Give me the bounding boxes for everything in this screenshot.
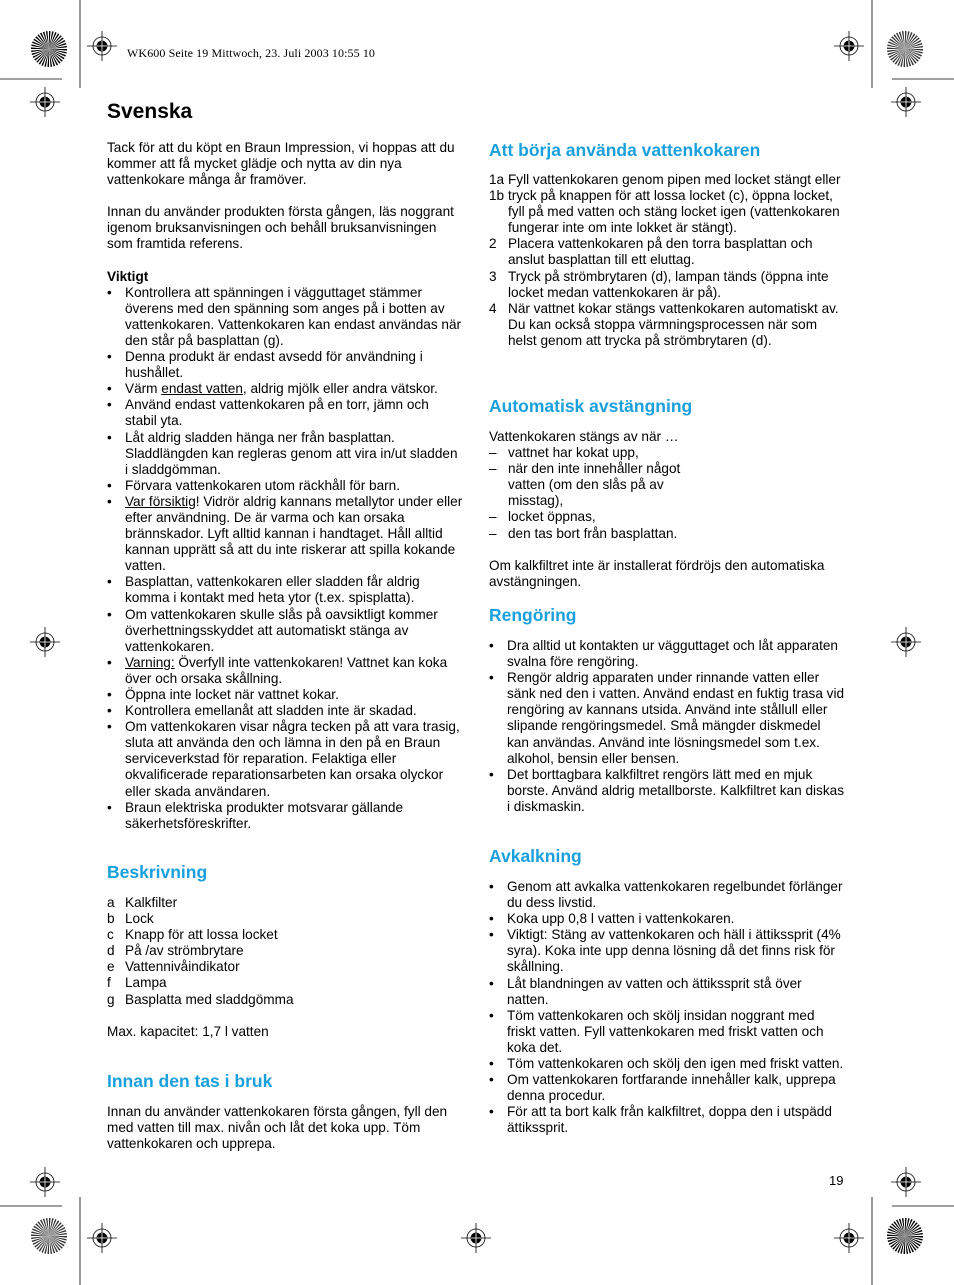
- list-item: [107, 911, 463, 927]
- list-item: • För att ta bort kalk från kalkfiltret, doppa den i utspädd ättikssprit.: [489, 1104, 845, 1136]
- list-item: [107, 895, 463, 911]
- list-item: [107, 992, 463, 1008]
- item-letter: g: [107, 991, 115, 1007]
- step-text: tryck på knappen för att lossa locket (c), öppna locket, fyll på med vatten och stäng locket igen (vattenkokaren fungerar inte om inte lokket är stängt).: [508, 188, 840, 236]
- section-heading-descaling: Avkalkning: [489, 846, 582, 866]
- item-text: Lampa: [125, 975, 167, 991]
- registration-crosshair-icon: [891, 627, 921, 657]
- auto-off-lead: Vattenkokaren stängs av när …: [489, 429, 679, 444]
- registration-crosshair-icon: [30, 87, 60, 117]
- list-item: • Kontrollera emellanåt att sladden inte är skadad.: [107, 703, 463, 719]
- auto-off-section: [489, 429, 845, 590]
- starburst-mark-icon: [31, 31, 67, 67]
- list-item: • Basplattan, vattenkokaren eller sladden får aldrig komma i kontakt med heta ytor (t.ex. spisplatta).: [107, 574, 463, 606]
- item-text: Kalkfilter: [125, 895, 178, 910]
- list-item: [107, 381, 463, 397]
- section-heading-auto-off: Automatisk avstängning: [489, 396, 693, 416]
- list-item: • Det borttagbara kalkfiltret rengörs lätt med en mjuk borste. Använd aldrig metallborste. Kalkfiltret kan diskas i diskmaskin.: [489, 767, 845, 815]
- intro-paragraph: Tack för att du köpt en Braun Impression, vi hoppas att du kommer att få mycket glädje och nytta av din nya vattenkokare många år framöver.: [107, 140, 455, 188]
- cleaning-list: [489, 638, 845, 815]
- list-item: • Låt aldrig sladden hänga ner från basplattan. Sladdlängden kan regleras genom att vira in/ut sladden i sladdgömman.: [107, 430, 463, 478]
- section-heading-start-using: Att börja använda vattenkokaren: [489, 140, 761, 160]
- list-item: [489, 236, 845, 268]
- list-item: – locket öppnas,: [489, 509, 845, 525]
- step-number: 2: [489, 236, 497, 252]
- page-number: 19: [829, 1173, 844, 1188]
- list-item: [107, 975, 463, 991]
- list-item: • Koka upp 0,8 l vatten i vattenkokaren.: [489, 911, 845, 927]
- registration-crosshair-icon: [30, 1167, 60, 1197]
- registration-crosshair-icon: [30, 627, 60, 657]
- item-letter: e: [107, 959, 115, 975]
- item-letter: b: [107, 911, 115, 927]
- list-item: • Var försiktig! Vidrör aldrig kannans metallytor under eller efter användning. De är varma och kan orsaka brännskador. Lyft alltid kannan i handtaget. Håll alltid kannan upprätt så att du inte riskerar att spilla kokande vatten.: [107, 494, 463, 574]
- item-letter: f: [107, 975, 111, 991]
- registration-crosshair-icon: [461, 1223, 491, 1253]
- registration-crosshair-icon: [834, 31, 864, 61]
- underlined-text: Var försiktig: [125, 493, 196, 509]
- list-item: • Genom att avkalka vattenkokaren regelbundet förlänger du dess livstid.: [489, 879, 845, 911]
- step-text: Tryck på strömbrytaren (d), lampan tänds (öppna inte locket medan vattenkokaren är på).: [508, 268, 829, 300]
- page-title: Svenska: [107, 100, 193, 123]
- item-letter: d: [107, 943, 115, 959]
- item-letter: c: [107, 927, 114, 943]
- list-item: • Töm vattenkokaren och skölj den igen med friskt vatten.: [489, 1056, 845, 1072]
- list-item: • Förvara vattenkokaren utom räckhåll för barn.: [107, 478, 463, 494]
- step-number: 1b: [489, 188, 505, 204]
- section-heading-cleaning: Rengöring: [489, 605, 577, 625]
- registration-crosshair-icon: [87, 31, 117, 61]
- list-item: • Töm vattenkokaren och skölj insidan noggrant med friskt vatten. Fyll vattenkokaren med friskt vatten och koka det.: [489, 1008, 845, 1056]
- list-item: – vattnet har kokat upp,: [489, 445, 845, 461]
- list-item: – när den inte innehåller något vatten (om den slås på av misstag),: [489, 461, 708, 509]
- list-item: • Braun elektriska produkter motsvarar gällande säkerhetsföreskrifter.: [107, 800, 463, 832]
- list-item: • Om vattenkokaren skulle slås på oavsiktligt kommer överhettningsskyddet att automatiskt stänga av vattenkokaren.: [107, 607, 463, 655]
- registration-crosshair-icon: [891, 87, 921, 117]
- registration-crosshair-icon: [891, 1167, 921, 1197]
- starburst-mark-icon: [887, 31, 923, 67]
- list-item: [489, 172, 845, 188]
- item-text: Knapp för att lossa locket: [125, 927, 278, 943]
- list-item: • Om vattenkokaren fortfarande innehåller kalk, upprepa denna procedur.: [489, 1072, 845, 1104]
- step-number: 4: [489, 300, 497, 316]
- step-number: 3: [489, 268, 497, 284]
- list-item: • Öppna inte locket när vattnet kokar.: [107, 687, 463, 703]
- list-item: • Använd endast vattenkokaren på en torr, jämn och stabil yta.: [107, 397, 463, 429]
- intro-paragraph: Innan du använder produkten första gången, läs noggrant igenom bruksanvisningen och behåll bruksanvisningen som framtida referens.: [107, 204, 454, 252]
- item-text: Lock: [125, 911, 154, 927]
- before-use-text: Innan du använder vattenkokaren första gången, fyll den med vatten till max. nivån och låt det koka upp. Töm vattenkokaren och upprepa.: [107, 1104, 448, 1152]
- description-list: [107, 895, 463, 1040]
- start-using-steps: [489, 172, 845, 349]
- list-item: [489, 301, 845, 349]
- descaling-list: [489, 879, 845, 1137]
- section-heading-description: Beskrivning: [107, 862, 208, 882]
- important-heading: Viktigt: [107, 268, 149, 284]
- starburst-mark-icon: [31, 1218, 67, 1254]
- auto-off-note: Om kalkfiltret inte är installerat fördröjs den automatiska avstängningen.: [489, 557, 825, 589]
- step-text: När vattnet kokar stängs vattenkokaren automatiskt av. Du kan också stoppa värmningsprocessen när som helst genom att trycka på strömbrytaren (d).: [508, 300, 839, 348]
- list-item: • Rengör aldrig apparaten under rinnande vatten eller sänk ned den i vatten. Använd endast en fuktig trasa vid rengöring av kannans utsida. Använd inte stållull eller slipande rengöringsmedel. Små mängder diskmedel kan användas. Använd inte lösningsmedel som t.ex. alkohol, bensin eller bensen.: [489, 670, 845, 767]
- step-text: Fyll vattenkokaren genom pipen med locket stängt eller: [508, 172, 841, 187]
- underlined-text: endast vatten: [161, 381, 243, 397]
- underlined-text: Varning:: [125, 654, 175, 670]
- list-item: [489, 269, 845, 301]
- list-item: • Dra alltid ut kontakten ur vägguttaget och låt apparaten svalna före rengöring.: [489, 638, 845, 670]
- list-item: – den tas bort från basplattan.: [489, 526, 845, 542]
- capacity-text: Max. kapacitet: 1,7 l vatten: [107, 1023, 269, 1039]
- section-heading-before-use: Innan den tas i bruk: [107, 1071, 273, 1091]
- print-header-note: WK600 Seite 19 Mittwoch, 23. Juli 2003 10:55 10: [127, 46, 376, 60]
- item-text: Basplatta med sladdgömma: [125, 991, 294, 1007]
- list-item: [107, 943, 463, 959]
- list-item-text: Värm endast vatten, aldrig mjölk eller andra vätskor.: [125, 381, 438, 397]
- list-item: [107, 959, 463, 975]
- list-item: • Kontrollera att spänningen i vägguttaget stämmer överens med den spänning som anges på i botten av vattenkokaren. Vattenkokaren kan endast användas när den står på basplattan (g).: [107, 285, 463, 349]
- starburst-mark-icon: [887, 1218, 923, 1254]
- list-item: • Denna produkt är endast avsedd för användning i hushållet.: [107, 349, 463, 381]
- list-item: • Låt blandningen av vatten och ättikssprit stå över natten.: [489, 976, 845, 1008]
- list-item: • Varning: Överfyll inte vattenkokaren! Vattnet kan koka över och orsaka skållning.: [107, 655, 463, 687]
- list-item: [107, 927, 463, 943]
- list-item: [489, 188, 845, 236]
- list-item: • Om vattenkokaren visar några tecken på att vara trasig, sluta att använda den och lämna in den på en Braun serviceverkstad för reparation. Felaktiga eller okvalificerade reparationsarbeten kan orsaka olyckor eller skada användaren.: [107, 719, 463, 799]
- step-number: 1a: [489, 172, 505, 187]
- step-text: Placera vattenkokaren på den torra basplattan och anslut basplattan till ett eluttag.: [508, 236, 813, 268]
- item-text: Vattennivåindikator: [125, 959, 240, 975]
- registration-crosshair-icon: [87, 1223, 117, 1253]
- item-letter: a: [107, 895, 115, 910]
- item-text: På /av strömbrytare: [125, 943, 244, 959]
- registration-crosshair-icon: [834, 1223, 864, 1253]
- list-item: • Viktigt: Stäng av vattenkokaren och häll i ättikssprit (4% syra). Koka inte upp denna lösning då det finns risk för skållning.: [489, 927, 845, 975]
- left-column: [107, 140, 463, 832]
